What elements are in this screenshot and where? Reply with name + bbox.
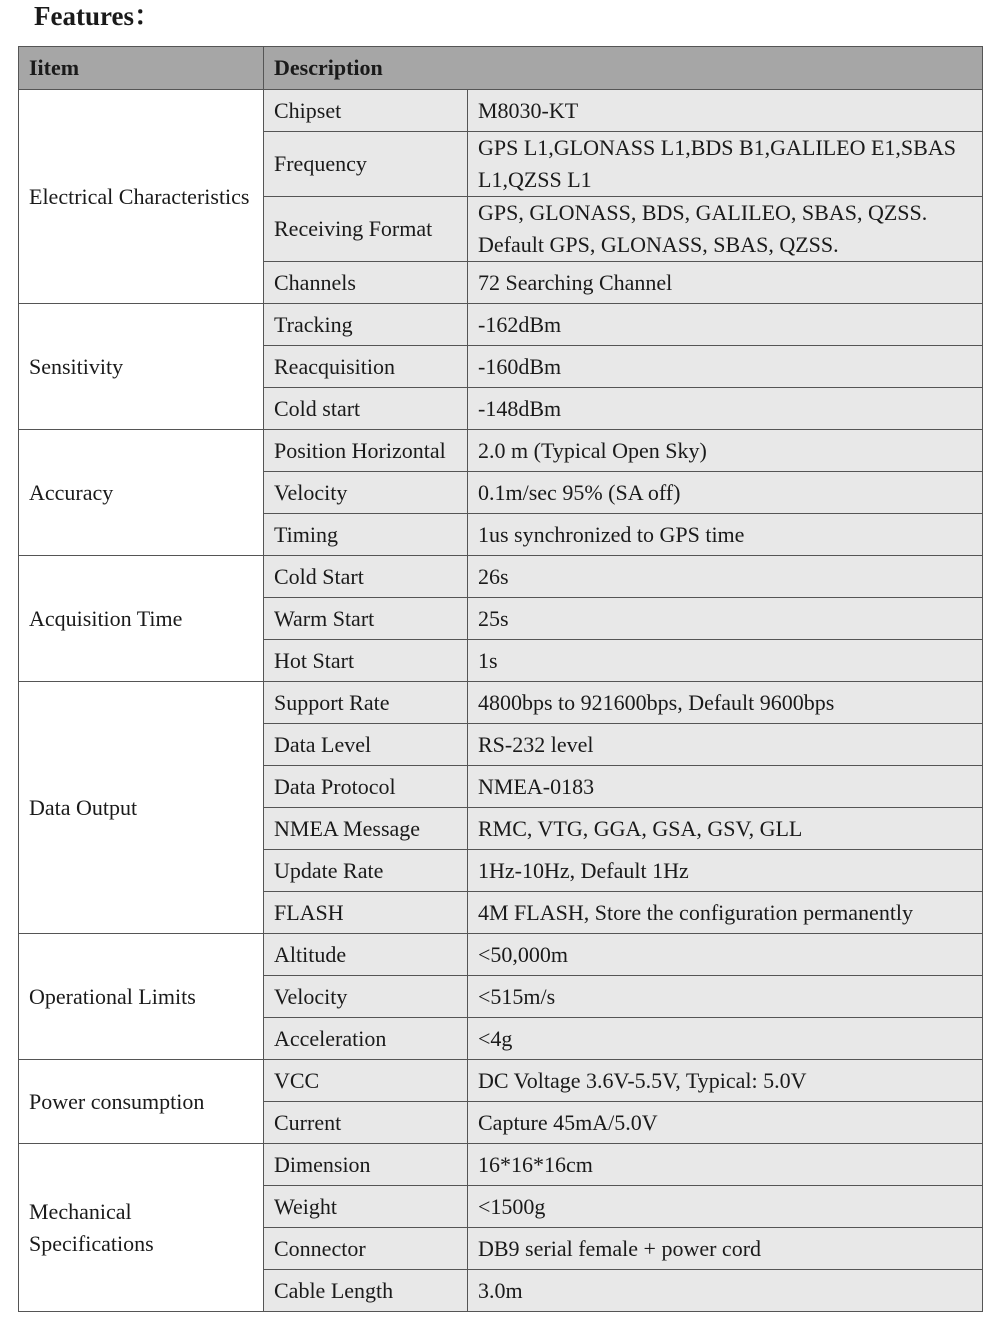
- table-row: [19, 556, 983, 598]
- spec-value: <1500g: [468, 1186, 983, 1228]
- spec-value: 0.1m/sec 95% (SA off): [468, 472, 983, 514]
- spec-value: NMEA-0183: [468, 766, 983, 808]
- spec-label: Acceleration: [264, 1018, 468, 1060]
- group-name: Data Output: [19, 682, 264, 934]
- spec-value: M8030-KT: [468, 90, 983, 132]
- spec-value: <50,000m: [468, 934, 983, 976]
- spec-value: 16*16*16cm: [468, 1144, 983, 1186]
- spec-label: Reacquisition: [264, 346, 468, 388]
- spec-label: NMEA Message: [264, 808, 468, 850]
- spec-label: Connector: [264, 1228, 468, 1270]
- spec-label: Cold start: [264, 388, 468, 430]
- spec-value: -148dBm: [468, 388, 983, 430]
- features-table: [18, 46, 983, 1312]
- table-row: [19, 430, 983, 472]
- spec-label: Velocity: [264, 472, 468, 514]
- spec-value: <515m/s: [468, 976, 983, 1018]
- spec-label: Receiving Format: [264, 197, 468, 262]
- header-item: Iitem: [19, 47, 264, 90]
- spec-label: FLASH: [264, 892, 468, 934]
- spec-value: 26s: [468, 556, 983, 598]
- spec-label: Hot Start: [264, 640, 468, 682]
- spec-label: VCC: [264, 1060, 468, 1102]
- spec-value: 3.0m: [468, 1270, 983, 1312]
- spec-label: Position Horizontal: [264, 430, 468, 472]
- spec-value: GPS, GLONASS, BDS, GALILEO, SBAS, QZSS. Default GPS, GLONASS, SBAS, QZSS.: [468, 197, 983, 262]
- spec-value: 1us synchronized to GPS time: [468, 514, 983, 556]
- spec-label: Frequency: [264, 132, 468, 197]
- group-name: Accuracy: [19, 430, 264, 556]
- group-name: Mechanical Specifications: [19, 1144, 264, 1312]
- features-heading: Features：: [34, 1, 161, 31]
- group-name: Power consumption: [19, 1060, 264, 1144]
- spec-label: Altitude: [264, 934, 468, 976]
- spec-value: 1s: [468, 640, 983, 682]
- spec-value: -162dBm: [468, 304, 983, 346]
- table-row: [19, 682, 983, 724]
- spec-label: Cold Start: [264, 556, 468, 598]
- spec-label: Velocity: [264, 976, 468, 1018]
- spec-label: Timing: [264, 514, 468, 556]
- spec-value: 72 Searching Channel: [468, 262, 983, 304]
- spec-value: RMC, VTG, GGA, GSA, GSV, GLL: [468, 808, 983, 850]
- spec-value: 4800bps to 921600bps, Default 9600bps: [468, 682, 983, 724]
- spec-value: <4g: [468, 1018, 983, 1060]
- spec-label: Update Rate: [264, 850, 468, 892]
- spec-value: -160dBm: [468, 346, 983, 388]
- spec-value: DB9 serial female + power cord: [468, 1228, 983, 1270]
- spec-value: 4M FLASH, Store the configuration permanently: [468, 892, 983, 934]
- spec-value: Capture 45mA/5.0V: [468, 1102, 983, 1144]
- table-row: [19, 1060, 983, 1102]
- table-row: [19, 304, 983, 346]
- spec-label: Weight: [264, 1186, 468, 1228]
- spec-label: Warm Start: [264, 598, 468, 640]
- spec-label: Cable Length: [264, 1270, 468, 1312]
- spec-label: Dimension: [264, 1144, 468, 1186]
- group-name: Acquisition Time: [19, 556, 264, 682]
- group-name: Electrical Characteristics: [19, 90, 264, 304]
- spec-value: DC Voltage 3.6V-5.5V, Typical: 5.0V: [468, 1060, 983, 1102]
- header-description: Description: [264, 47, 983, 90]
- spec-value: 2.0 m (Typical Open Sky): [468, 430, 983, 472]
- group-name: Sensitivity: [19, 304, 264, 430]
- group-name: Operational Limits: [19, 934, 264, 1060]
- spec-label: Data Level: [264, 724, 468, 766]
- spec-label: Tracking: [264, 304, 468, 346]
- table-body: [19, 90, 983, 1312]
- spec-label: Channels: [264, 262, 468, 304]
- spec-value: GPS L1,GLONASS L1,BDS B1,GALILEO E1,SBAS L1,QZSS L1: [468, 132, 983, 197]
- table-header-row: [19, 47, 983, 90]
- table-row: [19, 934, 983, 976]
- spec-label: Chipset: [264, 90, 468, 132]
- table-row: [19, 90, 983, 132]
- spec-value: 1Hz-10Hz, Default 1Hz: [468, 850, 983, 892]
- spec-value: RS-232 level: [468, 724, 983, 766]
- spec-value: 25s: [468, 598, 983, 640]
- spec-label: Support Rate: [264, 682, 468, 724]
- table-row: [19, 1144, 983, 1186]
- spec-label: Current: [264, 1102, 468, 1144]
- spec-label: Data Protocol: [264, 766, 468, 808]
